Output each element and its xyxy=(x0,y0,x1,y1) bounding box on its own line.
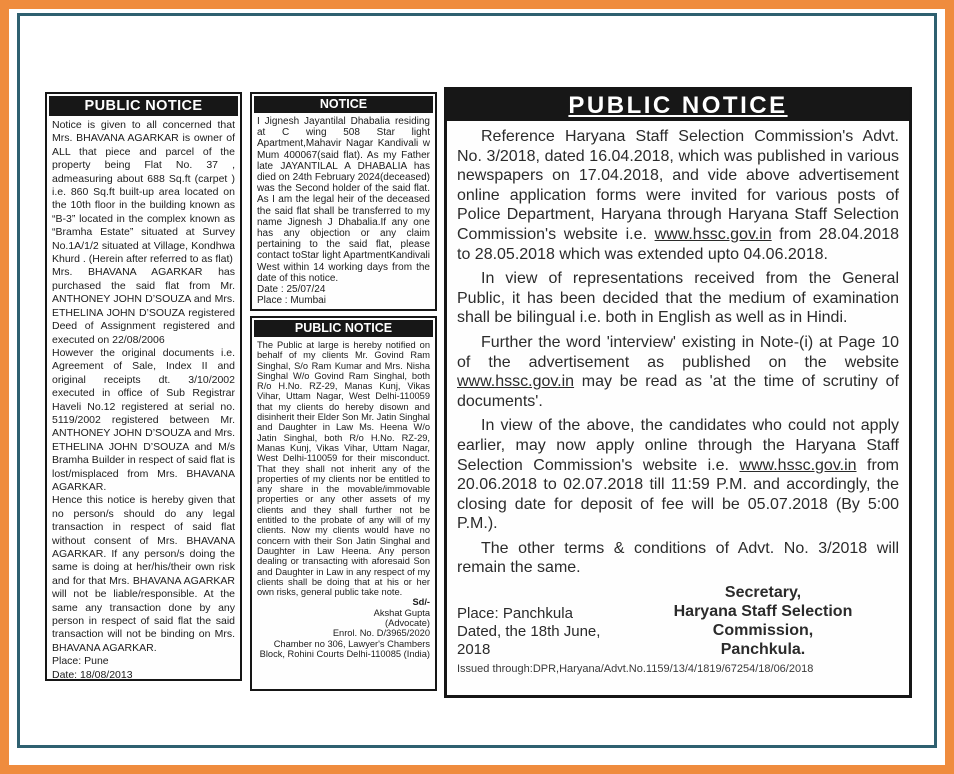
place-line: Place: Panchkula xyxy=(457,605,573,623)
hssc-url: www.hssc.gov.in xyxy=(739,456,857,474)
date-line: Date : 25/07/24 xyxy=(257,284,326,296)
notice-middle-bottom xyxy=(250,316,437,691)
paragraph-text: Further the word 'interview' existing in Note-(i) at Page 10 of the advertisement as published on the website xyxy=(457,333,899,371)
paragraph-text: In view of the above, the candidates who could not apply earlier, may now apply online through the Haryana Staff Selection Commission's website i.e. xyxy=(457,417,899,474)
signature-line: Chamber no 306, Lawyer's Chambers xyxy=(273,638,430,649)
paragraph: In view of representations received from the General Public, it has been decided that the medium of examination shall be bilingual i.e. both in English as well as in Hindi. xyxy=(457,270,899,327)
signature-line: (Advocate) xyxy=(385,618,430,629)
notice-left-header: PUBLIC NOTICE xyxy=(49,96,238,116)
paragraph: The Public at large is hereby notified on behalf of my clients Mr. Govind Ram Singhal, S/o Ram Kumar and Mrs. Nisha Singhal W/o Govind Ram Singhal, both R/o H.No. RZ-29, Manas Kunj, Vikas Vihar, Uttam Nagar, West Delhi-110059 that my clients do hereby disown and disinherit their Elder Son Mr. Jatin Singhal and Daughter in Law Ms. Heena W/o Jatin Singhal, both R/o H.No. RZ-29, Manas Kunj, Vikas Vihar, Uttam Nagar, West Delhi-110059 for their misconduct. That they shall not inherit any of the properties of my clients nor be entitled to any share in the movable/immovable properties or any other assets of my clients and they shall further not be entitled to the probate of any will of my clients. Now my clients would have no concern with their Son Jatin Singhal and Daughter in Law Heena. Any person dealing or transacting with aforesaid Son and Daughter in Law in any respect of my clients shall be doing that at his or her own risks, general public take note. xyxy=(257,340,430,598)
signature-line: Akshat Gupta xyxy=(373,607,430,618)
paragraph xyxy=(457,416,899,534)
paragraph xyxy=(457,333,899,411)
hssc-url: www.hssc.gov.in xyxy=(654,225,772,243)
notice-middle-bottom-body xyxy=(252,339,435,660)
paragraph-text: Reference Haryana Staff Selection Commission's Advt. No. 3/2018, dated 16.04.2018, which was published in various newspapers on 17.04.2018, and vide above advertisement online application forms were invited for various posts of Police Department, Haryana through Haryana Staff Selection Commission's website i.e. xyxy=(457,128,899,243)
signature-row xyxy=(457,583,899,659)
signature-line: Secretary, xyxy=(724,584,802,602)
paragraph-text: may be read as 'at the time of scrutiny of documents'. xyxy=(457,373,899,410)
place-date-block xyxy=(457,605,627,659)
paragraph: I Jignesh Jayantilal Dhabalia residing at C wing 508 Star light Apartment,Mahavir Nagar Kandivali w Mum 400067(said flat). As my Father late JAYANTILAL A DHABALIA has died on 24th February 2024(deceased) was the Second holder of the said flat. As I am the legal heir of the deceased the said flat shall be transferred to my name Jignesh J Dhabalia.If any one has any objection or any claim pertaining to the said flat, please contact toStar light ApartmentKandivali West within 14 working days from the date of this notice. xyxy=(257,116,430,284)
hssc-url: www.hssc.gov.in xyxy=(457,373,575,391)
place-line: Place: Pune xyxy=(52,655,109,668)
paragraph: Notice is given to all concerned that Mrs. BHAVANA AGARKAR is owner of ALL that piece and parcel of the property being Flat No. 37 , admeasuring about 688 Sq.ft (carpet ) i.e. 860 Sq.ft built-up area located on the 10th floor in the building known as “B-3” located in the complex known as “Bramha Estate” situated at Survey No.1A/1/2 situated at Village, Kondhwa Khurd . (Herein after referred to as flat) xyxy=(52,119,235,266)
notice-right-body xyxy=(447,123,909,676)
notice-middle-top xyxy=(250,92,437,311)
notice-left xyxy=(45,92,242,681)
notice-middle-top-body xyxy=(252,115,435,307)
paragraph-text: from 28.04.2018 to 28.05.2018 which was extended upto 04.06.2018. xyxy=(457,225,900,263)
notice-middle-bottom-header: PUBLIC NOTICE xyxy=(254,320,433,337)
paragraph: Hence this notice is hereby given that no person/s should do any legal transaction in respect of said flat without consent of Mrs. BHAVANA AGARKAR. If any person/s doing the same is doing at her/his/their own risk and for that Mrs. BHAVANA AGARKAR will not be liable/responsible. At the same any transaction done by any person in respect of said flat the said transaction will not be binding on Mrs. BHAVANA AGARKAR. xyxy=(52,494,235,654)
date-line: Date: 18/08/2013 xyxy=(52,668,133,681)
dated-line: Dated, the 18th June, 2018 xyxy=(457,623,601,659)
signature-line: Haryana Staff Selection Commission, xyxy=(673,603,853,640)
signature-line: Enrol. No. D/3965/2020 xyxy=(332,628,430,639)
signature-line: Panchkula. xyxy=(720,641,806,659)
signature-line: Block, Rohini Courts Delhi-110085 (India) xyxy=(259,648,430,659)
issued-through-line: Issued through:DPR,Haryana/Advt.No.1159/13/4/1819/67254/18/06/2018 xyxy=(457,663,814,676)
paragraph xyxy=(457,127,899,264)
signature-block xyxy=(627,583,899,659)
notice-middle-top-header: NOTICE xyxy=(254,96,433,113)
paragraph: Mrs. BHAVANA AGARKAR has purchased the said flat from Mr. ANTHONEY JOHN D’SOUZA and Mrs. ETHELINA JOHN D’SOUZA registered Deed of Assignment registered and executed on 22/08/2006 xyxy=(52,266,235,346)
notice-right-header: PUBLIC NOTICE xyxy=(447,90,909,121)
place-line: Place : Mumbai xyxy=(257,295,326,307)
paragraph: The other terms & conditions of Advt. No. 3/2018 will remain the same. xyxy=(457,539,899,577)
sd-line: Sd/- xyxy=(412,597,430,608)
paragraph-text: from 20.06.2018 to 02.07.2018 till 11:59 P.M. and accordingly, the closing date for deposit of fee will be 05.07.2018 (By 5:00 P.M.). xyxy=(457,456,900,533)
notice-left-body xyxy=(47,118,240,681)
notice-right xyxy=(444,87,912,698)
paragraph: However the original documents i.e. Agreement of Sale, Index II and original receipts dt. 3/10/2002 executed in office of Sub Registrar Haveli No.12 registered at serial no. 5119/2002 registered between Mr. ANTHONEY JOHN D’SOUZA and Mrs. ETHELINA JOHN D’SOUZA and M/s Bramha Builder in respect of said flat is lost/misplaced from Mrs. BHAVANA AGARKAR. xyxy=(52,346,235,493)
